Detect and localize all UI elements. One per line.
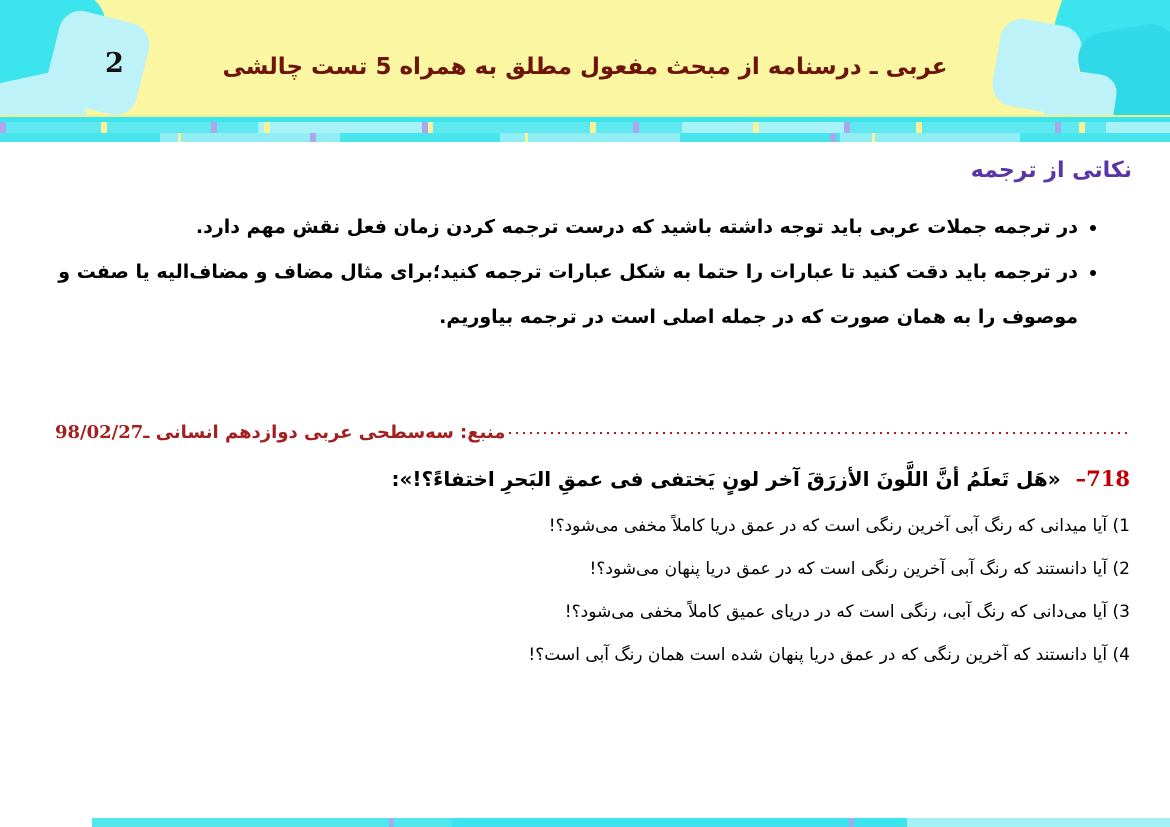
dotted-leader (509, 418, 1130, 438)
answer-option: 2) آیا دانستند که رنگ آبی آخرین رنگی است که در عمق دریا پنهان می‌شود؟! (589, 559, 1130, 579)
source-date: 98/02/27 (55, 422, 144, 443)
translation-notes-list (55, 205, 1098, 340)
answer-option: 3) آیا می‌دانی که رنگ آبی، رنگی است که در دریای عمیق کاملاً مخفی می‌شود؟! (564, 602, 1130, 622)
page-number: 2 (105, 48, 124, 79)
mosaic-strip-row-middle (0, 122, 1170, 133)
mosaic-strip-row-top (0, 115, 1170, 122)
question-text: «هَل تَعلَمُ أنَّ اللَّونَ الأزرَقَ آخر لونٍ یَختفی فی عمقِ البَحرِ اختفاءً؟!»: (391, 467, 1061, 491)
source-text: منبع: سه‌سطحی عربی دوازدهم انسانی ـ (143, 422, 506, 443)
answer-options (55, 514, 1130, 686)
note-item: • در ترجمه جملات عربی باید توجه داشته باشید که درست ترجمه کردن زمان فعل نقش مهم دارد. (55, 205, 1078, 250)
bottom-bar (92, 818, 1170, 827)
note-item: • در ترجمه باید دقت کنید تا عبارات را حتما به شکل عبارات ترجمه کنید؛برای مثال مضاف و مضاف‌الیه یا صفت و موصوف را به همان صورت که در جمله اصلی است در ترجمه بیاوریم. (55, 250, 1078, 340)
mosaic-strip (0, 115, 1170, 142)
header-title: عربی ـ درسنامه از مبحث مفعول مطلق به همراه 5 تست چالشی (222, 54, 948, 80)
section-heading: نکاتی از ترجمه (970, 158, 1132, 183)
source-line (55, 418, 1130, 443)
question-line (55, 466, 1130, 491)
answer-option: 1) آیا میدانی که رنگ آبی آخرین رنگی است که در عمق دریا کاملاً مخفی می‌شود؟! (548, 516, 1130, 536)
answer-option: 4) آیا دانستند که آخرین رنگی که در عمق دریا پنهان شده است همان رنگ آبی است؟! (528, 645, 1130, 665)
page-header (0, 0, 1170, 115)
question-number: 718– (1075, 466, 1130, 491)
mosaic-strip-row-bottom (0, 133, 1170, 142)
